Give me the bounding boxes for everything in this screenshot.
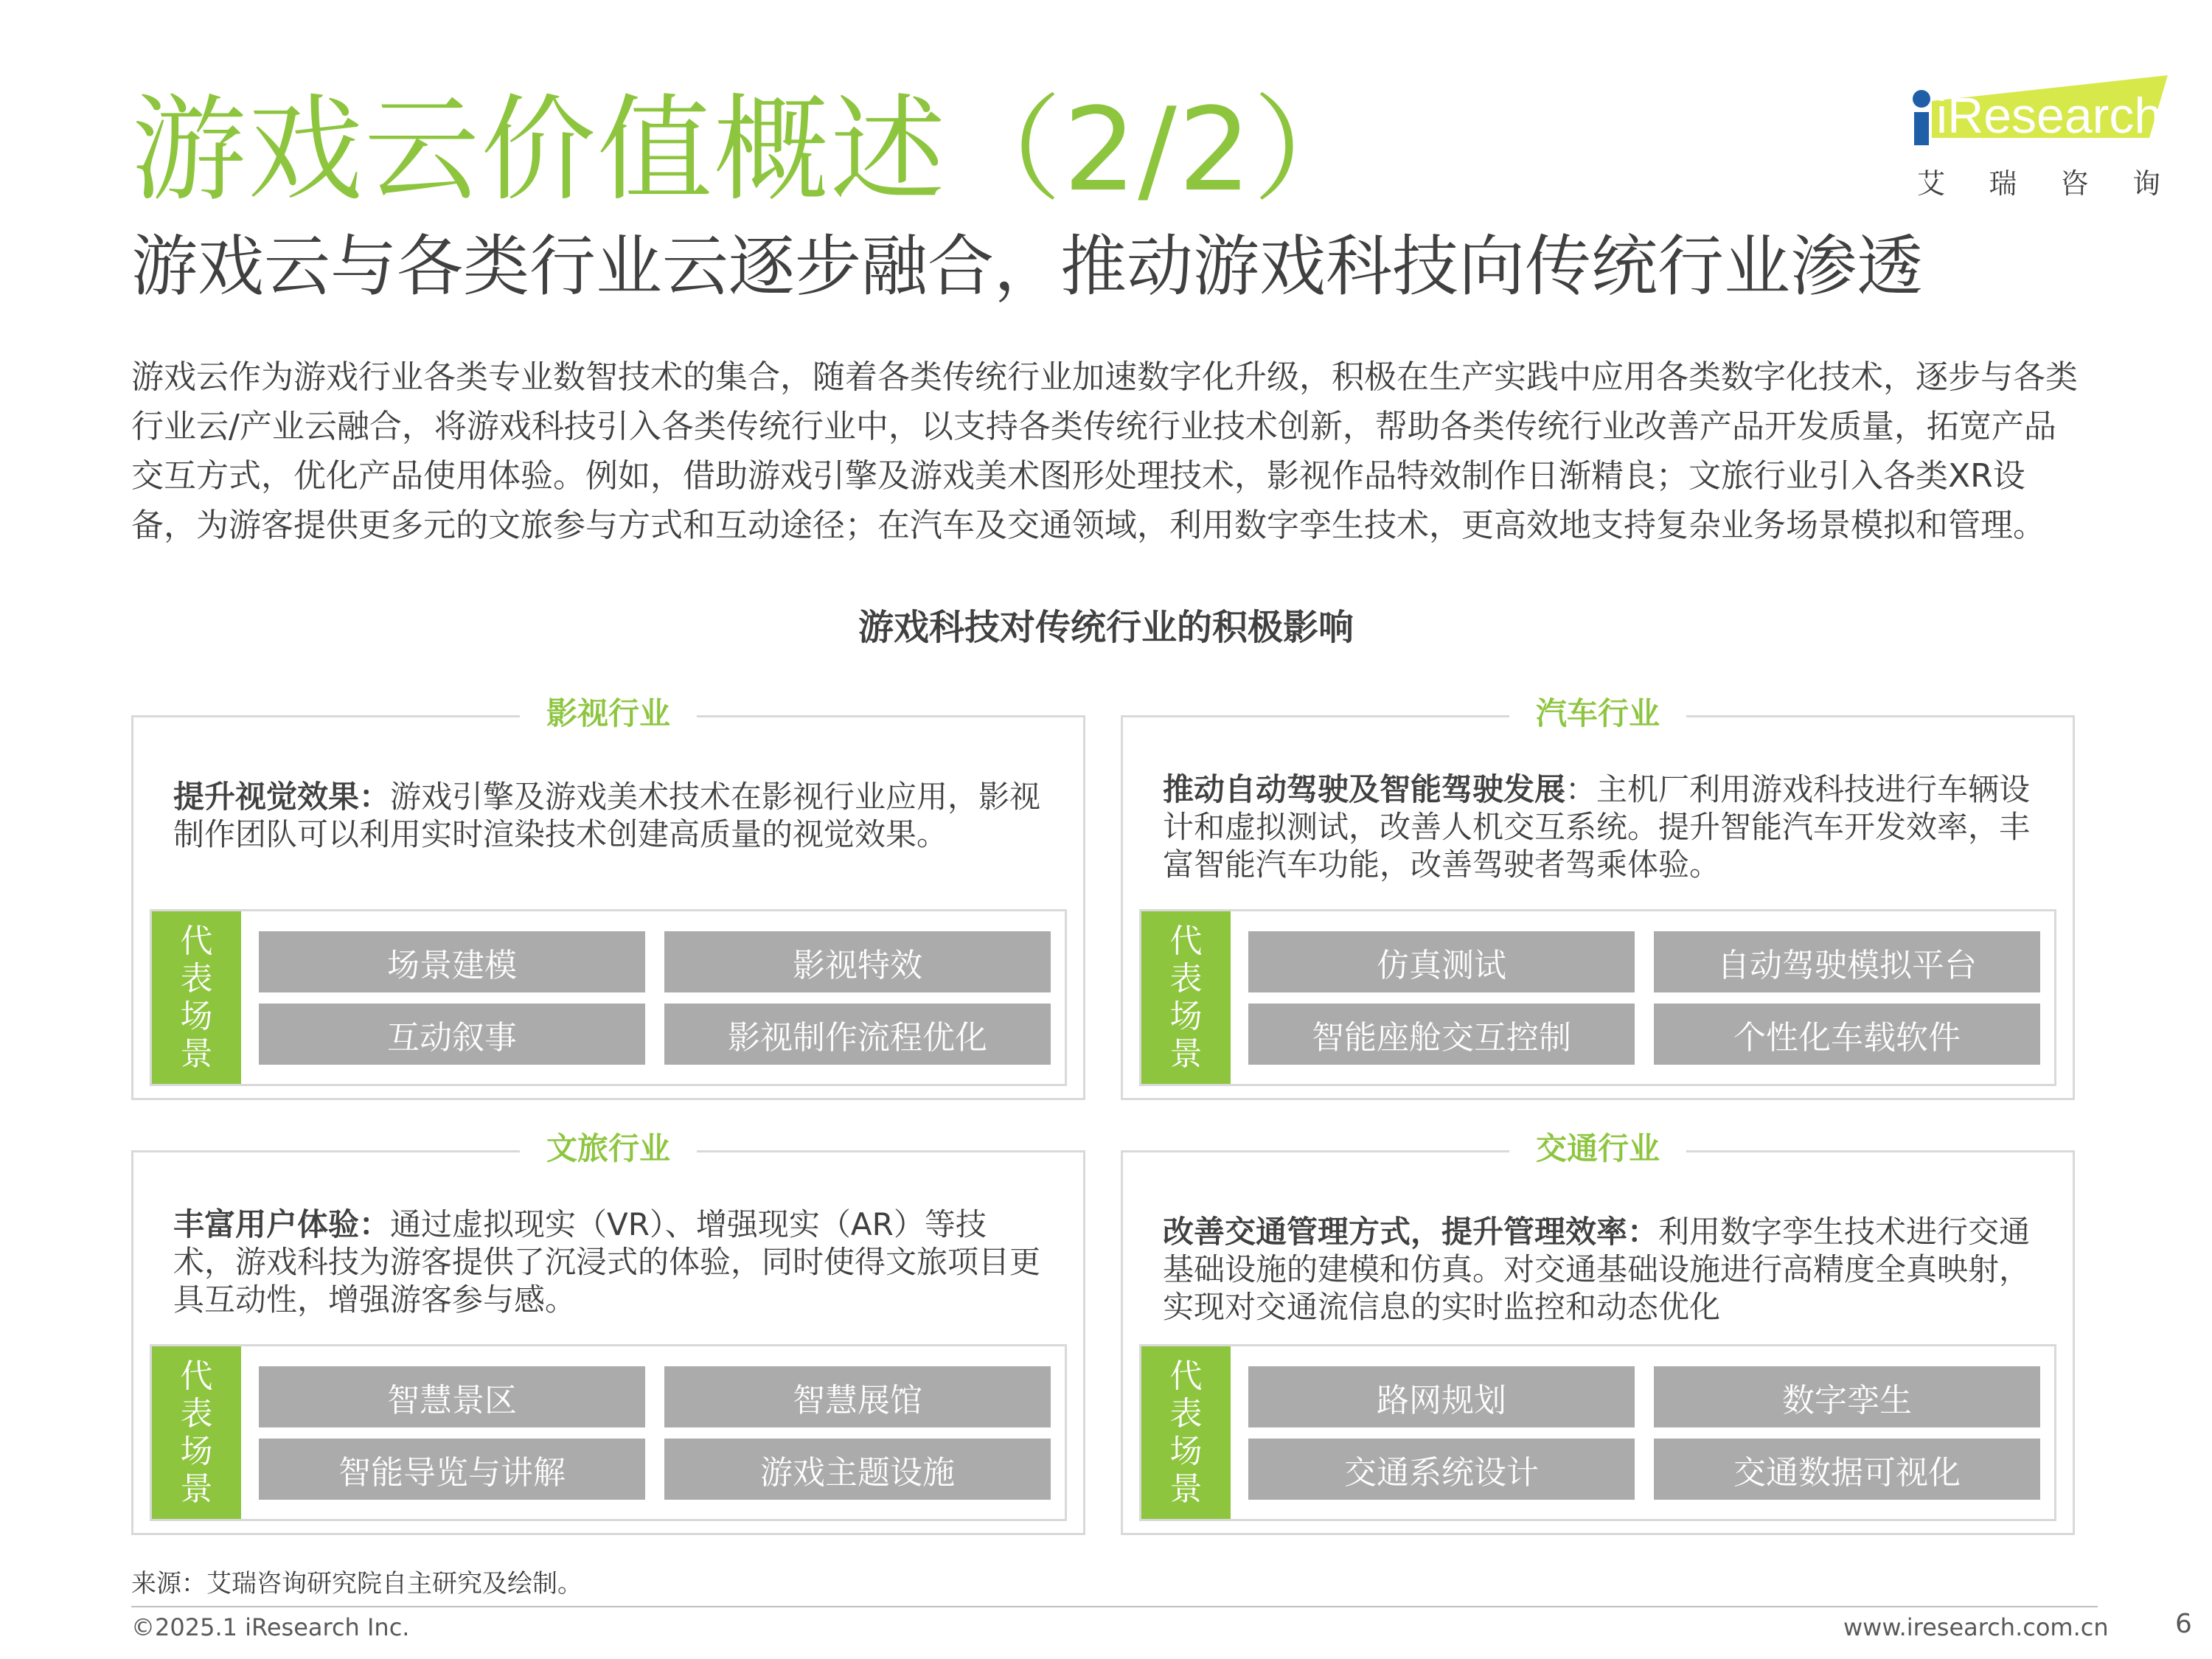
logo-brand-text: iResearch — [1936, 88, 2163, 144]
footer-divider — [131, 1606, 2098, 1607]
panel-description-bold: 丰富用户体验： — [173, 1206, 391, 1242]
panel-description-text: 游戏引擎及游戏美术技术在影视行业应用，影视制作团队可以利用实时渲染技术创建高质量的视觉效果。 — [173, 779, 1041, 852]
intro-paragraph: 游戏云作为游戏行业各类专业数智技术的集合，随着各类传统行业加速数字化升级，积极在生产实践中应用各类数字化技术，逐步与各类行业云/产业云融合，将游戏科技引入各类传统行业中，以支持各类传统行业技术创新，帮助各类传统行业改善产品开发质量，拓宽产品交互方式，优化产品使用体验。例如，借助游戏引擎及游戏美术图形处理技术，影视作品特效制作日渐精良；文旅行业引入各类XR设备，为游客提供更多元的文旅参与方式和互动途径；在汽车及交通领域，利用数字孪生技术，更高效地支持复杂业务场景模拟和管理。 — [131, 358, 2078, 544]
scene-tag: 自动驾驶模拟平台 — [1654, 931, 2040, 992]
panel-auto — [1121, 695, 2075, 1100]
logo-chinese-name — [1917, 161, 2160, 201]
panel-film — [131, 695, 1085, 1100]
panel-title: 汽车行业 — [1509, 689, 1686, 734]
panel-description — [1163, 1213, 2036, 1326]
scene-tag: 影视制作流程优化 — [664, 1004, 1051, 1065]
scene-label: 代 表 场 景 — [152, 911, 241, 1084]
scene-tag: 智慧展馆 — [664, 1366, 1051, 1427]
scene-tag: 仿真测试 — [1248, 931, 1635, 992]
scene-box — [1139, 1344, 2056, 1521]
panel-description-text: ：主机厂利用游戏科技进行车辆设计和虚拟测试，改善人机交互系统。提升智能汽车开发效率，丰富智能汽车功能，改善驾驶者驾乘体验。 — [1163, 771, 2031, 883]
scene-label: 代 表 场 景 — [1141, 1346, 1231, 1519]
figure-title: 游戏科技对传统行业的积极影响 — [858, 607, 1354, 648]
panel-description — [173, 1206, 1046, 1318]
scene-box — [150, 909, 1067, 1086]
logo-char: 询 — [2132, 167, 2160, 200]
logo-char: 咨 — [2060, 167, 2089, 200]
scene-tag: 个性化车载软件 — [1654, 1004, 2040, 1065]
panel-description-bold: 提升视觉效果： — [173, 779, 391, 815]
panel-description — [173, 778, 1046, 853]
scene-tag: 场景建模 — [259, 931, 645, 992]
panel-title: 文旅行业 — [520, 1124, 697, 1169]
panel-title: 交通行业 — [1509, 1124, 1686, 1169]
panel-description — [1163, 771, 2036, 883]
page-subtitle: 游戏云与各类行业云逐步融合，推动游戏科技向传统行业渗透 — [131, 228, 1923, 305]
page-title: 游戏云价值概述（2/2） — [131, 83, 1370, 217]
panel-description-text: 利用数字孪生技术进行交通基础设施的建模和仿真。对交通基础设施进行高精度全真映射，实现对交通流信息的实时监控和动态优化 — [1163, 1214, 2031, 1325]
scene-tag: 智慧景区 — [259, 1366, 645, 1427]
scene-box — [1139, 909, 2056, 1086]
copyright: ©2025.1 iResearch Inc. — [131, 1613, 410, 1641]
scene-tag: 智能座舱交互控制 — [1248, 1004, 1635, 1065]
panel-description-text: 通过虚拟现实（VR）、增强现实（AR）等技术，游戏科技为游客提供了沉浸式的体验，同时使得文旅项目更具互动性，增强游客参与感。 — [173, 1206, 1041, 1318]
scene-tag: 影视特效 — [664, 931, 1051, 992]
scene-box — [150, 1344, 1067, 1521]
panel-description-bold: 推动自动驾驶及智能驾驶发展 — [1163, 771, 1566, 807]
scene-tag: 游戏主题设施 — [664, 1439, 1051, 1500]
scene-tag: 数字孪生 — [1654, 1366, 2040, 1427]
source-note: 来源：艾瑞咨询研究院自主研究及绘制。 — [131, 1569, 582, 1599]
website-link[interactable]: www.iresearch.com.cn — [1843, 1613, 2109, 1641]
panel-tourism — [131, 1130, 1085, 1535]
logo-char: 艾 — [1917, 167, 1946, 200]
scene-tag: 路网规划 — [1248, 1366, 1635, 1427]
scene-label: 代 表 场 景 — [1141, 911, 1231, 1084]
scene-tag: 交通数据可视化 — [1654, 1439, 2040, 1500]
scene-tag: 互动叙事 — [259, 1004, 645, 1065]
page-number: 6 — [2175, 1609, 2192, 1639]
panel-description-bold: 改善交通管理方式，提升管理效率： — [1163, 1214, 1659, 1250]
scene-label: 代 表 场 景 — [152, 1346, 241, 1519]
logo-char: 瑞 — [1989, 167, 2017, 200]
panel-title: 影视行业 — [520, 689, 697, 734]
scene-tag: 智能导览与讲解 — [259, 1439, 645, 1500]
scene-tag: 交通系统设计 — [1248, 1439, 1635, 1500]
panel-traffic — [1121, 1130, 2075, 1535]
